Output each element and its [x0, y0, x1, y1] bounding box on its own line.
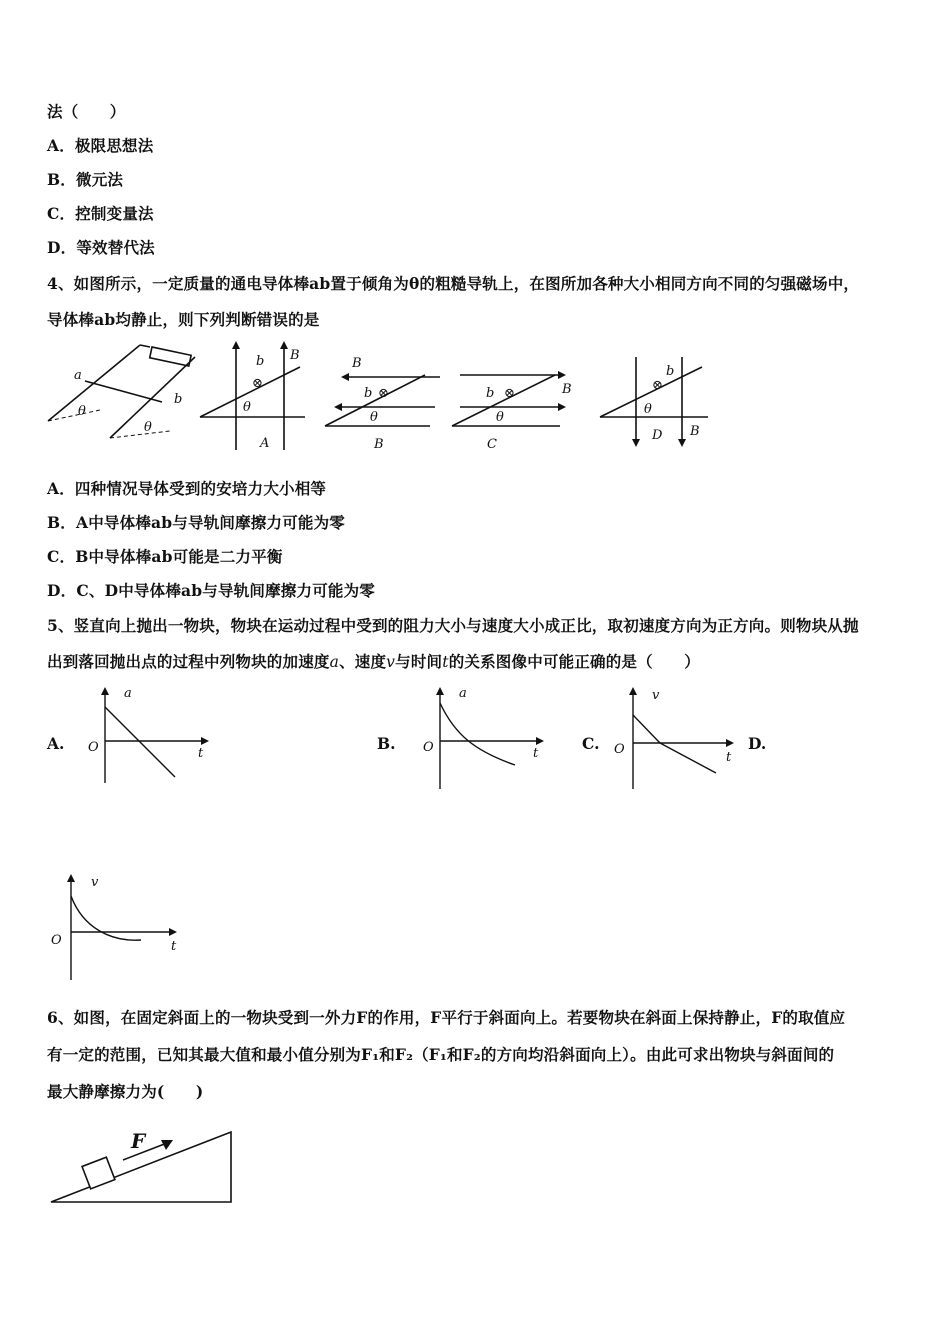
- q5-graph-d: [45, 870, 190, 982]
- q3-option-c: C．控制变量法: [47, 204, 154, 223]
- q5-graph-a-origin: O: [88, 740, 99, 755]
- q4-option-c: C．B中导体棒ab可能是二力平衡: [47, 547, 283, 566]
- q5-graph-c: [608, 685, 748, 793]
- q4-d-theta: θ: [644, 402, 652, 417]
- q4-d-label-b: b: [666, 364, 675, 379]
- q4-fig-label-A: A: [260, 436, 270, 451]
- q3-option-a: A．极限思想法: [47, 136, 154, 155]
- q4-label-theta-2: θ: [144, 420, 152, 435]
- q5-var-t: t: [442, 653, 449, 671]
- q4-a-theta: θ: [243, 400, 251, 415]
- q4-fig-label-B: B: [374, 437, 384, 452]
- q5-stem-line2: [47, 650, 700, 672]
- q5-graph-b-origin: O: [423, 740, 434, 755]
- q4-d-label-B: B: [690, 424, 700, 439]
- q5-graph-c-y: v: [652, 688, 660, 703]
- q4-figure: [40, 335, 720, 460]
- q5-option-c-label: C.: [582, 734, 600, 753]
- q4-b-theta: θ: [370, 410, 378, 425]
- q5-graph-c-x: t: [726, 750, 732, 765]
- q6-stem-line1: 6、如图，在固定斜面上的一物块受到一外力F的作用，F平行于斜面向上。若要物块在斜面上保持静止，F的取值应: [47, 1008, 846, 1027]
- q5-var-a: a: [329, 653, 340, 671]
- q6-incline-figure: [45, 1122, 240, 1207]
- q3-option-d: D．等效替代法: [47, 238, 155, 257]
- q4-c-theta: θ: [496, 410, 504, 425]
- q4-c-label-B: B: [562, 382, 572, 397]
- q5-option-a-label: A.: [47, 734, 65, 753]
- q5-stem-part-b: 、速度: [339, 652, 387, 671]
- q4-label-theta-1: θ: [78, 404, 86, 419]
- q6-stem-line3: 最大静摩擦力为( ): [47, 1082, 204, 1101]
- q4-d-cross: ⊗: [652, 378, 663, 393]
- q5-option-b-label: B.: [377, 734, 396, 753]
- q5-graph-c-origin: O: [614, 742, 625, 757]
- q4-b-label-B: B: [352, 356, 362, 371]
- q3-stem-tail: 法（ ）: [47, 102, 126, 121]
- q5-graph-d-x: t: [171, 939, 177, 954]
- q4-option-a: A．四种情况导体受到的安培力大小相等: [47, 479, 327, 498]
- q3-option-b: B．微元法: [47, 170, 124, 189]
- q5-stem-part-c: 与时间: [395, 652, 443, 671]
- q4-fig-label-C: C: [487, 437, 497, 452]
- q4-c-label-b: b: [486, 386, 495, 401]
- q5-graph-a-x: t: [198, 746, 204, 761]
- q6-stem-line2: 有一定的范围，已知其最大值和最小值分别为F₁和F₂（F₁和F₂的方向均沿斜面向上）。由此可求出物块与斜面间的: [47, 1045, 835, 1064]
- q5-graph-b-y: a: [459, 686, 467, 701]
- q4-stem-line2: 导体棒ab均静止，则下列判断错误的是: [47, 310, 320, 329]
- q5-graph-b-x: t: [533, 746, 539, 761]
- q5-graph-d-y: v: [91, 875, 99, 890]
- q4-a-label-b: b: [256, 354, 265, 369]
- q5-graph-b: [415, 685, 555, 793]
- q4-option-b: B．A中导体棒ab与导轨间摩擦力可能为零: [47, 513, 346, 532]
- q4-option-d: D．C、D中导体棒ab与导轨间摩擦力可能为零: [47, 581, 376, 600]
- q4-label-a: a: [74, 368, 82, 383]
- q4-stem-line1: 4、如图所示，一定质量的通电导体棒ab置于倾角为θ的粗糙导轨上，在图所加各种大小相同方向不同的匀强磁场中，: [47, 274, 860, 293]
- q5-stem-part-d: 的关系图像中可能正确的是（ ）: [448, 652, 700, 671]
- q4-label-b: b: [174, 392, 183, 407]
- q4-fig-label-D: D: [652, 428, 663, 443]
- q5-var-v: v: [386, 653, 396, 671]
- q4-a-cross: ⊗: [252, 376, 263, 391]
- q6-force-label: F: [131, 1129, 146, 1153]
- q4-b-label-b: b: [364, 386, 373, 401]
- q4-a-label-B: B: [290, 348, 300, 363]
- q4-c-cross: ⊗: [504, 386, 515, 401]
- q5-graph-a: [80, 685, 220, 785]
- q5-graph-a-y: a: [124, 686, 132, 701]
- q5-stem-line1: 5、竖直向上抛出一物块，物块在运动过程中受到的阻力大小与速度大小成正比，取初速度方向为正方向。则物块从抛: [47, 616, 859, 635]
- q5-graph-d-origin: O: [51, 933, 62, 948]
- q5-option-d-label: D.: [748, 734, 767, 753]
- q5-stem-part-a: 出到落回抛出点的过程中列物块的加速度: [47, 652, 330, 671]
- q4-b-cross: ⊗: [378, 386, 389, 401]
